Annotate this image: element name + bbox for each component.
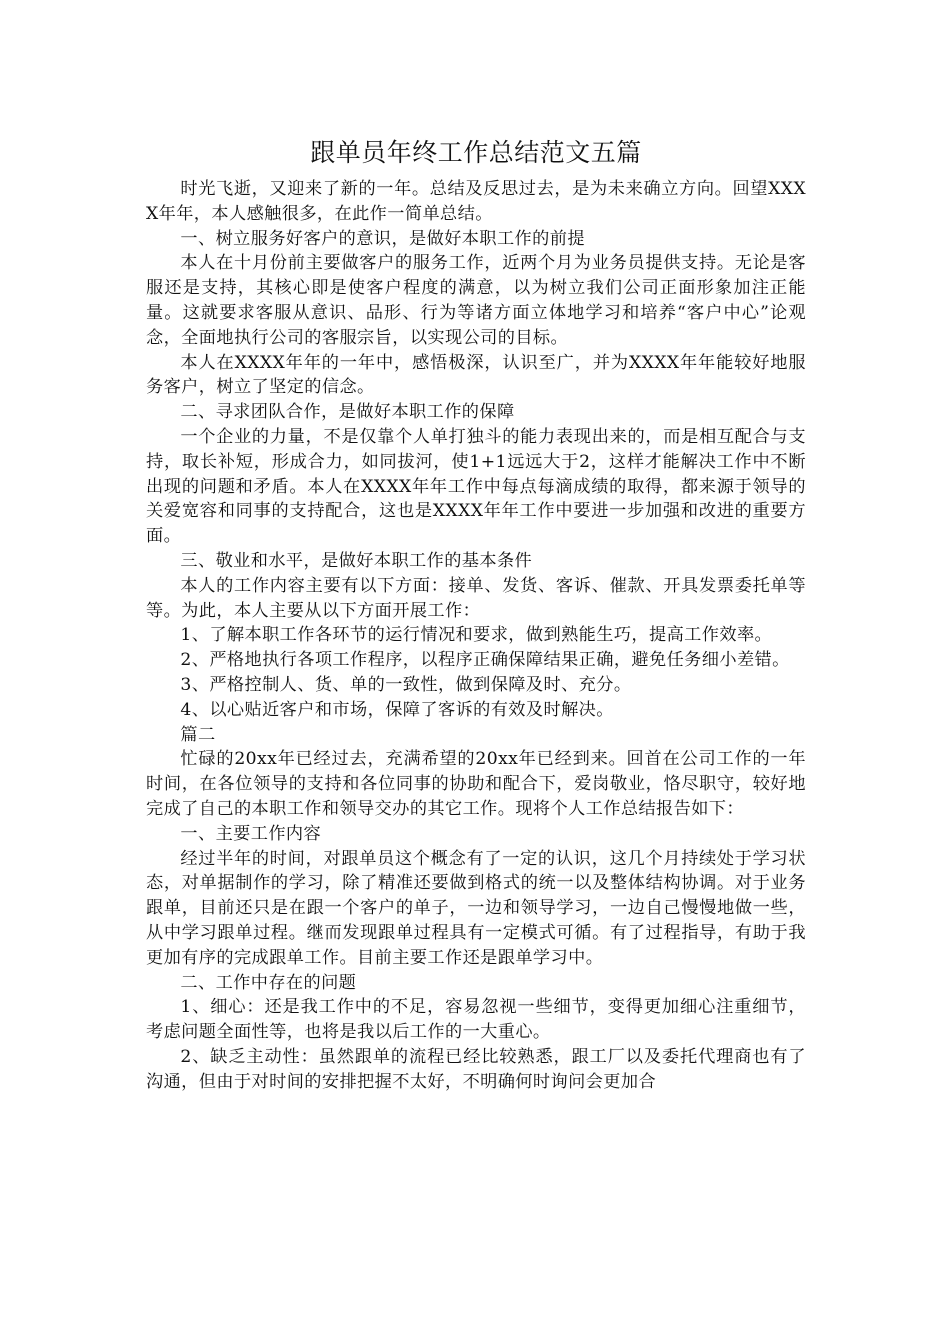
paragraph: 经过半年的时间，对跟单员这个概念有了一定的认识，这几个月持续处于学习状态，对单据制作的学习，除了精准还要做到格式的统一以及整体结构协调。对于业务跟单，目前还只是在跟一个客户的单子，一边和领导学习，一边自己慢慢地做一些，从中学习跟单过程。继而发现跟单过程具有一定模式可循。有了过程指导，有助于我更加有序的完成跟单工作。目前主要工作还是跟单学习中。 (146, 848, 806, 968)
document-body (146, 134, 806, 1094)
paragraph-intro: 时光飞逝，又迎来了新的一年。总结及反思过去，是为未来确立方向。回望XXXX年年，本人感触很多，在此作一简单总结。 (146, 179, 806, 224)
paragraph: 本人的工作内容主要有以下方面：接单、发货、客诉、催款、开具发票委托单等等。为此，本人主要从以下方面开展工作： (146, 575, 806, 621)
list-item: 2、严格地执行各项工作程序，以程序正确保障结果正确，避免任务细小差错。 (180, 650, 790, 671)
document-title: 跟单员年终工作总结范文五篇 (310, 138, 642, 167)
list-item: 1、细心：还是我工作中的不足，容易忽视一些细节，变得更加细心注重细节，考虑问题全面性等，也将是我以后工作的一大重心。 (146, 997, 806, 1043)
paragraph: 忙碌的20xx年已经过去，充满希望的20xx年已经到来。回首在公司工作的一年时间，在各位领导的支持和各位同事的协助和配合下，爱岗敬业，恪尽职守，较好地完成了自己的本职工作和领导交办的其它工作。现将个人工作总结报告如下： (146, 749, 806, 819)
list-item: 4、以心贴近客户和市场，保障了客诉的有效及时解决。 (180, 699, 614, 720)
section-heading-3: 三、敬业和水平，是做好本职工作的基本条件 (180, 550, 533, 571)
paragraph: 一个企业的力量，不是仅靠个人单打独斗的能力表现出来的，而是相互配合与支持，取长补短，形成合力，如同拔河，使1+1远远大于2，这样才能解决工作中不断出现的问题和矛盾。本人在XXXX年年工作中每点每滴成绩的取得，都来源于领导的关爱宽容和同事的支持配合，这也是XXXX年年工作中要进一步加强和改进的重要方面。 (146, 426, 806, 547)
section-heading: 二、工作中存在的问题 (180, 972, 357, 993)
list-item: 1、了解本职工作各环节的运行情况和要求，做到熟能生巧，提高工作效率。 (180, 625, 773, 646)
paragraph: 本人在XXXX年年的一年中，感悟极深，认识至广，并为XXXX年年能较好地服务客户，树立了坚定的信念。 (146, 352, 806, 398)
list-item: 3、严格控制人、货、单的一致性，做到保障及时、充分。 (180, 674, 632, 695)
section-heading-1: 一、树立服务好客户的意识，是做好本职工作的前提 (180, 228, 585, 249)
list-item: 2、缺乏主动性：虽然跟单的流程已经比较熟悉，跟工厂以及委托代理商也有了沟通，但由于对时间的安排把握不太好，不明确何时询问会更加合 (146, 1046, 806, 1092)
part-heading: 篇二 (180, 724, 216, 745)
paragraph: 本人在十月份前主要做客户的服务工作，近两个月为业务员提供支持。无论是客服还是支持，其核心即是使客户程度的满意，以为树立我们公司正面形象加注正能量。这就要求客服从意识、品形、行为等诸方面立体地学习和培养“客户中心”论观念，全面地执行公司的客服宗旨，以实现公司的目标。 (146, 253, 806, 348)
section-heading-2: 二、寻求团队合作，是做好本职工作的保障 (180, 402, 515, 423)
section-heading: 一、主要工作内容 (180, 823, 322, 844)
